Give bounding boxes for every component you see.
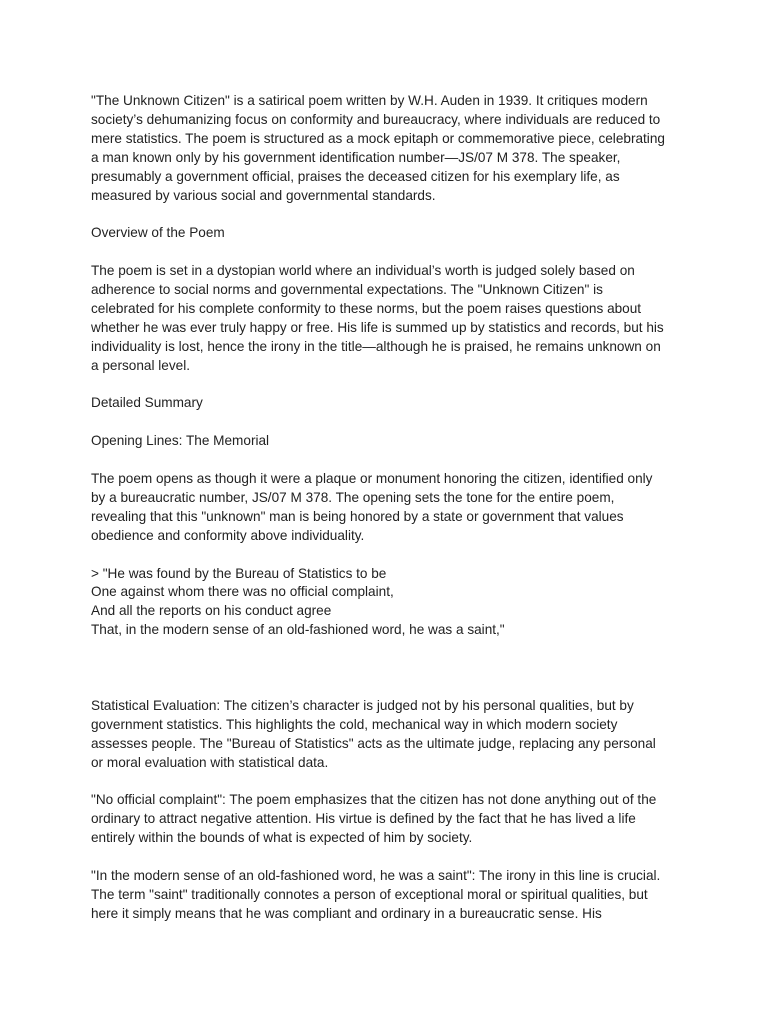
- text-line: "The Unknown Citizen" is a satirical poem written by W.H. Auden in 1939. It critiques modern: [91, 93, 648, 108]
- text-line: adherence to social norms and governmental expectations. The "Unknown Citizen" is: [91, 282, 603, 298]
- text-line: obedience and conformity above individuality.: [91, 527, 365, 543]
- text-line: Detailed Summary: [91, 395, 203, 411]
- text-line: individuality is lost, hence the irony in the title—although he is praised, he remains unknown on: [91, 338, 661, 354]
- body-paragraph: [91, 867, 691, 924]
- text-line: measured by various social and governmental standards.: [91, 187, 436, 203]
- document-body: [91, 92, 691, 943]
- section-heading: [91, 432, 691, 451]
- text-line: The term "saint" traditionally connotes a person of exceptional moral or spiritual qualities, but: [91, 886, 648, 902]
- text-line: "In the modern sense of an old-fashioned word, he was a saint": The irony in this line is crucial.: [91, 868, 661, 883]
- text-line: "No official complaint": The poem emphasizes that the citizen has not done anything out of the: [91, 792, 657, 808]
- poem-quote: [91, 565, 691, 641]
- quote-line: And all the reports on his conduct agree: [91, 603, 332, 619]
- text-line: ordinary to attract negative attention. His virtue is defined by the fact that he has lived a life: [91, 811, 636, 827]
- text-line: mere statistics. The poem is structured as a mock epitaph or commemorative piece, celebrating: [91, 130, 665, 146]
- quote-line: That, in the modern sense of an old-fashioned word, he was a saint,": [91, 622, 505, 638]
- text-line: Opening Lines: The Memorial: [91, 433, 270, 449]
- text-line: celebrated for his complete conformity to these norms, but the poem raises questions about: [91, 300, 642, 316]
- section-heading: [91, 224, 691, 243]
- text-line: here it simply means that he was compliant and ordinary in a bureaucratic sense. His: [91, 905, 602, 921]
- body-paragraph: [91, 697, 691, 773]
- text-line: by a bureaucratic number, JS/07 M 378. The opening sets the tone for the entire poem,: [91, 489, 615, 505]
- text-line: assesses people. The "Bureau of Statistics" acts as the ultimate judge, replacing any personal: [91, 735, 656, 751]
- text-line: a man known only by his government identification number—JS/07 M 378. The speaker,: [91, 149, 621, 165]
- text-line: a personal level.: [91, 357, 190, 373]
- text-line: society’s dehumanizing focus on conformity and bureaucracy, where individuals are reduced to: [91, 111, 661, 127]
- body-paragraph: [91, 92, 691, 205]
- text-line: Overview of the Poem: [91, 225, 225, 241]
- text-line: Statistical Evaluation: The citizen’s character is judged not by his personal qualities, but by: [91, 697, 634, 713]
- text-line: revealing that this "unknown" man is being honored by a state or government that values: [91, 508, 624, 524]
- quote-line: One against whom there was no official complaint,: [91, 584, 394, 600]
- text-line: The poem is set in a dystopian world where an individual’s worth is judged solely based on: [91, 263, 635, 279]
- body-paragraph: [91, 470, 691, 546]
- text-line: entirely within the bounds of what is expected of him by society.: [91, 830, 473, 846]
- text-line: The poem opens as though it were a plaque or monument honoring the citizen, identified only: [91, 471, 653, 487]
- text-line: whether he was ever truly happy or free. His life is summed up by statistics and records, but his: [91, 319, 664, 335]
- text-line: government statistics. This highlights the cold, mechanical way in which modern society: [91, 716, 618, 732]
- quote-line: > "He was found by the Bureau of Statistics to be: [91, 565, 387, 581]
- section-heading: [91, 394, 691, 413]
- text-line: presumably a government official, praises the deceased citizen for his exemplary life, as: [91, 168, 620, 184]
- body-paragraph: [91, 791, 691, 848]
- text-line: or moral evaluation with statistical data.: [91, 754, 329, 770]
- body-paragraph: [91, 262, 691, 375]
